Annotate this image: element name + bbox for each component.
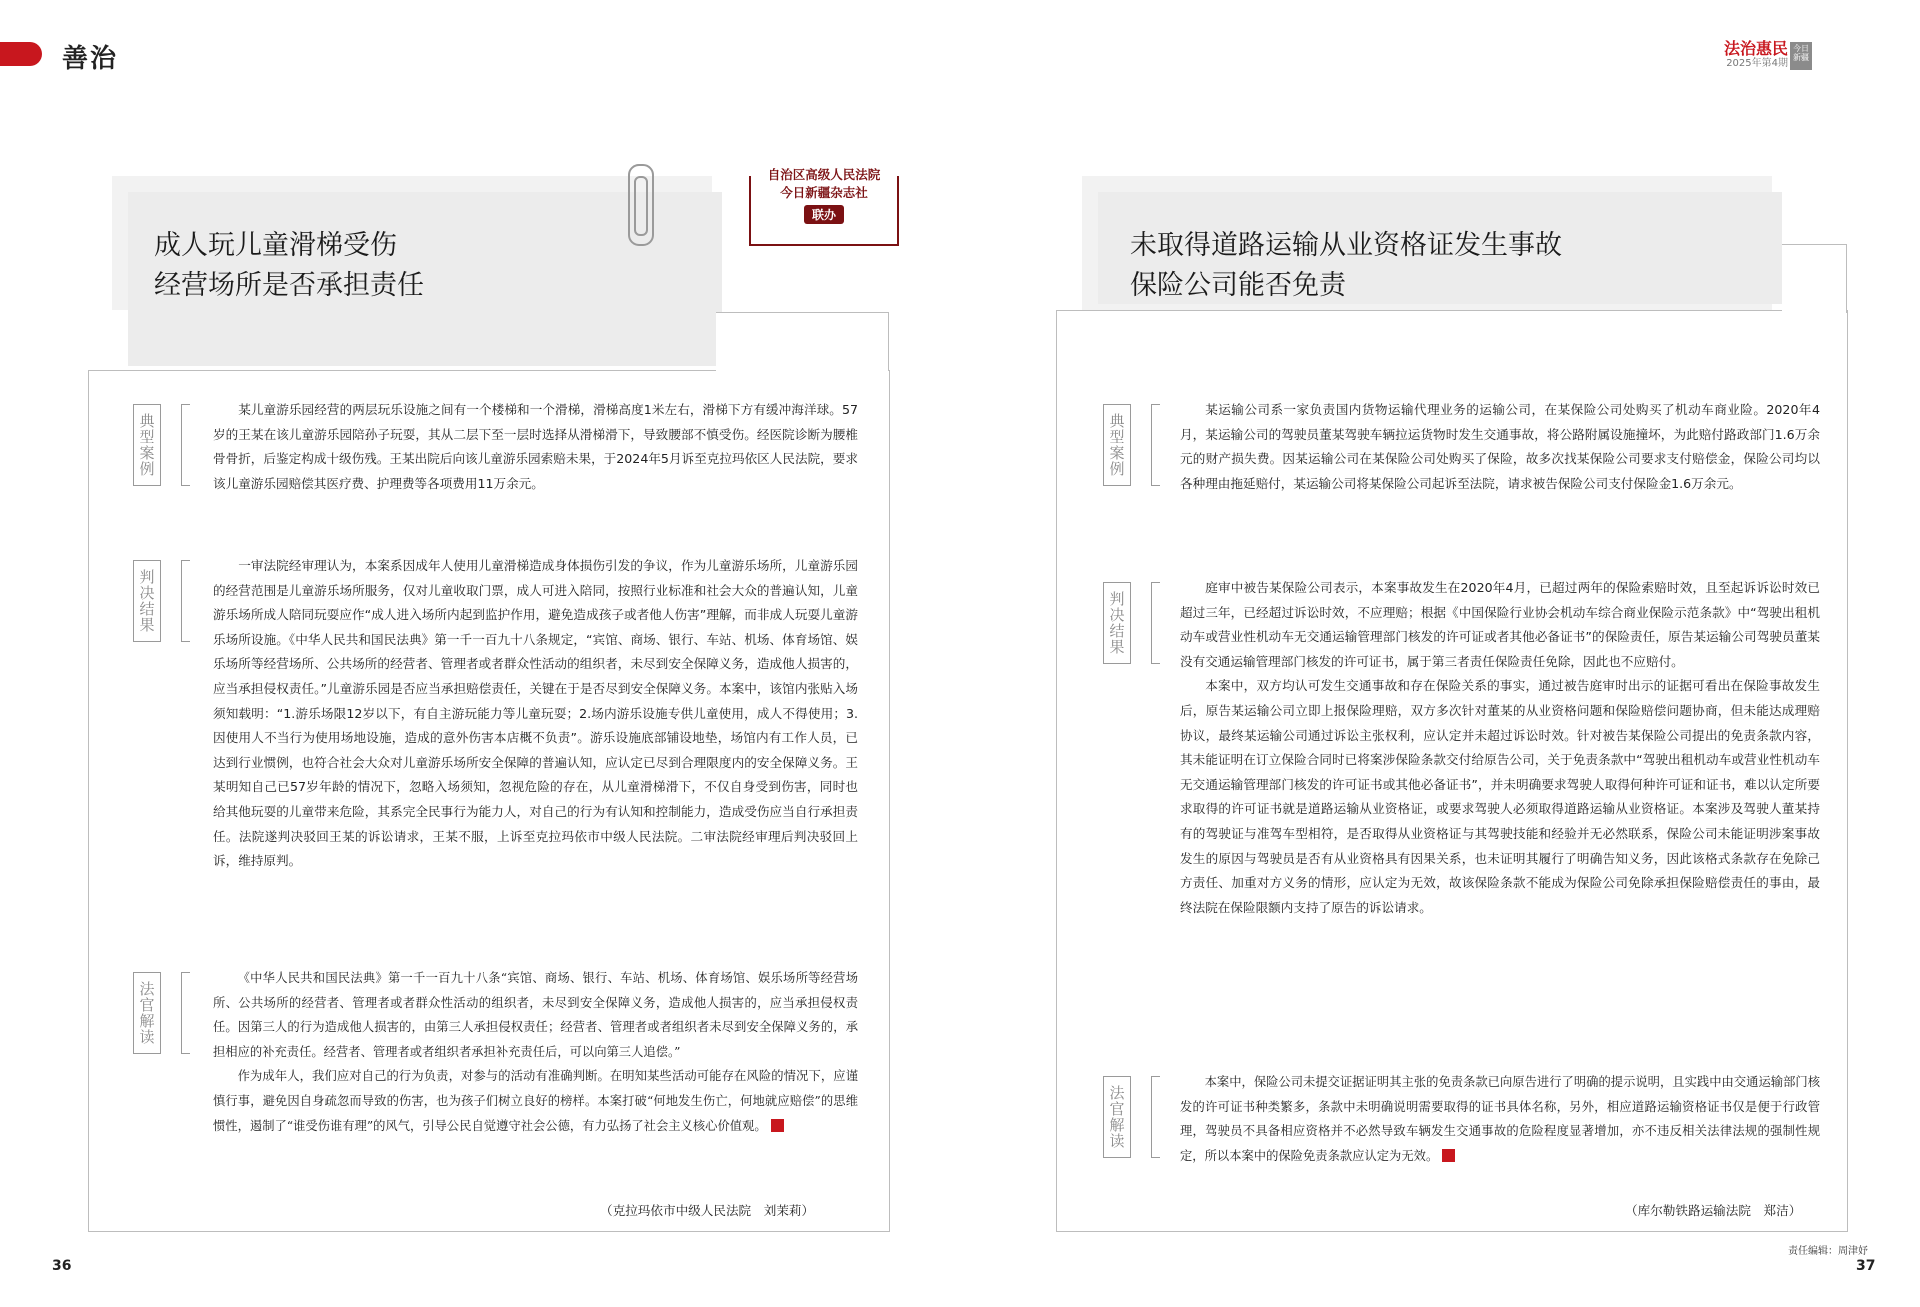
- bracket-divider: [1151, 404, 1160, 486]
- magazine-name: 法治惠民: [1723, 39, 1788, 58]
- right-title-line1: 未取得道路运输从业资格证发生事故: [1130, 230, 1562, 261]
- left-interpretation: [213, 966, 858, 1138]
- left-judgment-text: 一审法院经审理认为，本案系因成年人使用儿童滑梯造成身体损伤引发的争议，作为儿童游乐场所，儿童游乐园的经营范围是儿童游乐场所服务，仅对儿童收取门票，成人可进入陪同，按照行业标准和社会大众的普遍认知，儿童游乐场所成人陪同玩耍应作“成人进入场所内起到监护作用，避免造成孩子或者他人伤害”理解，而非成人玩耍儿童游乐场所设施。《中华人民共和国民法典》第一千一百九十八条规定，“宾馆、商场、银行、车站、机场、体育场馆、娱乐场所等经营场所、公共场所的经营者、管理者或者群众性活动的组织者，未尽到安全保障义务，造成他人损害的，应当承担侵权责任。”儿童游乐园是否应当承担赔偿责任，关键在于是否尽到安全保障义务。本案中，该馆内张贴入场须知载明：“1.游乐场限12岁以下，有自主游玩能力等儿童玩耍；2.场内游乐设施专供儿童使用，成人不得使用；3.因使用人不当行为使用场地设施，造成的意外伤害本店概不负责”。游乐设施底部铺设地垫，场馆内有工作人员，已达到行业惯例，也符合社会大众对儿童游乐场所安全保障的普遍认知，应认定已尽到合理限度内的安全保障义务。王某明知自己已57岁年龄的情况下，忽略入场须知，忽视危险的存在，从儿童滑梯滑下，不仅自身受到伤害，同时也给其他玩耍的儿童带来危险，其系完全民事行为能力人，对自己的行为有认知和控制能力，造成受伤应当自行承担责任。法院遂判决驳回王某的诉讼请求，王某不服，上诉至克拉玛依市中级人民法院。二审法院经审理后判决驳回上诉，维持原判。: [213, 558, 858, 869]
- left-article-title: [154, 226, 424, 306]
- right-judgment-para2: 本案中，双方均认可发生交通事故和存在保险关系的事实，通过被告庭审时出示的证据可看出在保险事故发生后，原告某运输公司立即上报保险理赔，双方多次针对董某的从业资格问题和保险赔偿问题协商，但未能达成理赔协议，最终某运输公司通过诉讼主张权利，应认定并未超过诉讼时效。针对被告某保险公司提出的免责条款内容，其未能证明在订立保险合同时已将案涉保险条款交付给原告公司，关于免责条款中“驾驶出租机动车或营业性机动车无交通运输管理部门核发的许可证书或其他必备证书”，并未明确要求驾驶人取得何种许可证和证书，难以认定所要求取得的许可证书就是道路运输从业资格证，或要求驾驶人必须取得道路运输从业资格证。本案涉及驾驶人董某持有的驾驶证与准驾车型相符，是否取得从业资格证与其驾驶技能和经验并无必然联系，保险公司未能证明涉案事故发生的原因与驾驶员是否有从业资格具有因果关系，也未证明其履行了明确告知义务，因此该格式条款存在免除己方责任、加重对方义务的情形，应认定为无效，故该保险条款不能成为保险公司免除承担保险赔偿责任的事由，最终法院在保险限额内支持了原告的诉讼请求。: [1180, 678, 1820, 915]
- paperclip-inner: [634, 176, 648, 236]
- left-signature: （克拉玛依市中级人民法院 刘茉莉）: [600, 1203, 815, 1218]
- right-judgment-para1: 庭审中被告某保险公司表示，本案事故发生在2020年4月，已超过两年的保险索赔时效，且至起诉诉讼时效已超过三年，已经超过诉讼时效，不应理赔；根据《中国保险行业协会机动车综合商业保险示范条款》中“驾驶出租机动车或营业性机动车无交通运输管理部门核发的许可证或者其他必备证书”的保险责任，原告某运输公司驾驶员董某没有交通运输管理部门核发的许可证书，属于第三者责任保险责任免除，因此也不应赔付。: [1180, 580, 1820, 669]
- left-interp-para2-text: 作为成年人，我们应对自己的行为负责，对参与的活动有准确判断。在明知某些活动可能存在风险的情况下，应谨慎行事，避免因自身疏忽而导致的伤害，也为孩子们树立良好的榜样。本案打破“何地发生伤亡，何地就应赔偿”的思维惯性，遏制了“谁受伤谁有理”的风气，引导公民自觉遵守社会公德，有力弘扬了社会主义核心价值观。: [213, 1069, 858, 1133]
- magazine-badge: 今日新疆: [1790, 42, 1812, 70]
- label-judge-interpretation: 法官解读: [133, 972, 161, 1054]
- issue-number: 2025年第4期: [1726, 58, 1788, 69]
- joint-label: 联办: [804, 205, 844, 224]
- organizer-magazine: 今日新疆杂志社: [780, 185, 868, 200]
- bracket-divider: [181, 404, 190, 486]
- end-mark-icon: [1442, 1149, 1455, 1162]
- bracket-divider: [181, 560, 190, 642]
- right-panel-tab: [1782, 244, 1847, 313]
- left-case-text: 某儿童游乐园经营的两层玩乐设施之间有一个楼梯和一个滑梯，滑梯高度1米左右，滑梯下方有缓冲海洋球。57岁的王某在该儿童游乐园陪孙子玩耍，其从二层下至一层时选择从滑梯滑下，导致腰部不慎受伤。经医院诊断为腰椎骨骨折，后鉴定构成十级伤残。王某出院后向该儿童游乐园索赔未果，于2024年5月诉至克拉玛依区人民法院，要求该儿童游乐园赔偿其医疗费、护理费等各项费用11万余元。: [213, 402, 858, 491]
- right-signature: （库尔勒铁路运输法院 郑洁）: [1625, 1203, 1802, 1218]
- label-judge-interpretation: 法官解读: [1103, 1076, 1131, 1158]
- end-mark-icon: [771, 1119, 784, 1132]
- organizer-court: 自治区高级人民法院: [751, 166, 897, 184]
- left-title-line1: 成人玩儿童滑梯受伤: [154, 230, 397, 261]
- joint-organizer-stamp: [749, 167, 899, 246]
- right-interpretation: [1180, 1070, 1820, 1168]
- bracket-divider: [181, 972, 190, 1054]
- bracket-divider: [1151, 582, 1160, 664]
- label-judgment-result: 判决结果: [133, 560, 161, 642]
- label-judgment-result: 判决结果: [1103, 582, 1131, 664]
- left-interp-para2: [213, 1064, 858, 1138]
- left-page-number: 36: [52, 1258, 72, 1274]
- left-title-line2: 经营场所是否承担责任: [154, 270, 424, 301]
- label-typical-case: 典型案例: [1103, 404, 1131, 486]
- magazine-logo: [1724, 40, 1788, 70]
- right-case-text: 某运输公司系一家负责国内货物运输代理业务的运输公司，在某保险公司处购买了机动车商业险。2020年4月，某运输公司的驾驶员董某驾驶车辆拉运货物时发生交通事故，将公路附属设施撞坏，为此赔付路政部门1.6万余元的财产损失费。因某运输公司在某保险公司处购买了保险，故多次找某保险公司要求支付赔偿金，保险公司均以各种理由拖延赔付，某运输公司将某保险公司起诉至法院，请求被告保险公司支付保险金1.6万余元。: [1180, 402, 1820, 491]
- label-typical-case: 典型案例: [133, 404, 161, 486]
- right-interp-text: 本案中，保险公司未提交证据证明其主张的免责条款已向原告进行了明确的提示说明，且实践中由交通运输部门核发的许可证书种类繁多，条款中未明确说明需要取得的证书具体名称，另外，相应道路运输资格证书仅是便于行政管理，驾驶员不具备相应资格并不必然导致车辆发生交通事故的危险程度显著增加，亦不违反相关法律法规的强制性规定，所以本案中的保险免责条款应认定为无效。: [1180, 1075, 1820, 1163]
- right-judgment: [1180, 576, 1820, 920]
- section-tab-marker: [0, 42, 42, 66]
- left-panel-tab: [716, 312, 889, 371]
- bracket-divider: [1151, 1076, 1160, 1158]
- right-article-title: [1130, 226, 1562, 306]
- section-name: 善治: [62, 44, 119, 74]
- right-page-number: 37: [1856, 1258, 1876, 1274]
- left-interp-para1: 《中华人民共和国民法典》第一千一百九十八条“宾馆、商场、银行、车站、机场、体育场馆、娱乐场所等经营场所、公共场所的经营者、管理者或者群众性活动的组织者，未尽到安全保障义务，造成他人损害的，应当承担侵权责任。因第三人的行为造成他人损害的，由第三人承担侵权责任；经营者、管理者或者组织者未尽到安全保障义务的，承担相应的补充责任。经营者、管理者或者组织者承担补充责任后，可以向第三人追偿。”: [213, 971, 858, 1059]
- right-title-line2: 保险公司能否免责: [1130, 270, 1346, 301]
- responsible-editor: 责任编辑：周津妤: [1788, 1246, 1868, 1257]
